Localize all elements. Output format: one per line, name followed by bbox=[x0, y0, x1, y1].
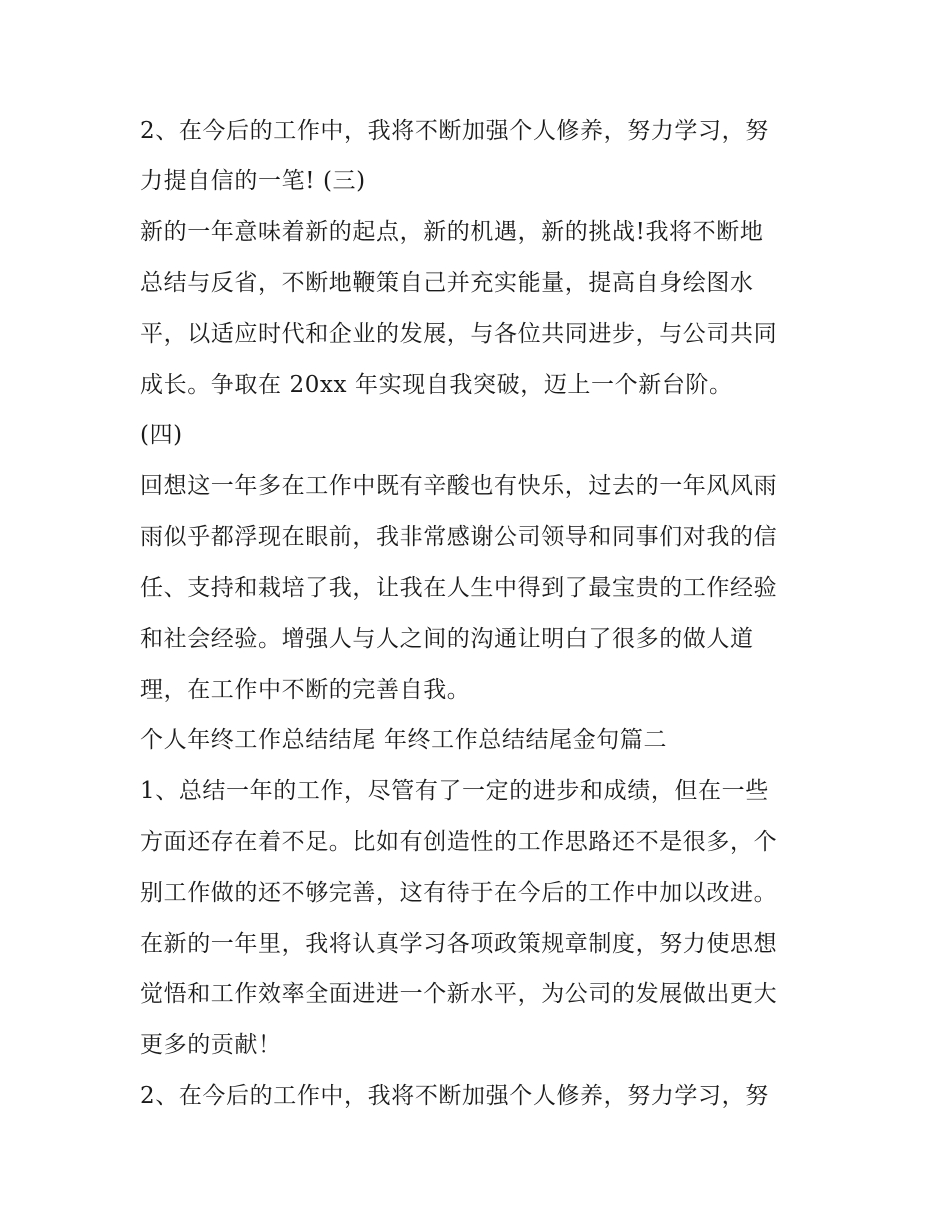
text-line: 总结与反省，不断地鞭策自己并充实能量，提高自身绘图水 bbox=[140, 270, 754, 296]
text-line: 方面还存在着不足。比如有创造性的工作思路还不是很多，个 bbox=[140, 829, 778, 855]
text-line: 更多的贡献！ bbox=[140, 1032, 282, 1058]
text-line: 回想这一年多在工作中既有辛酸也有快乐，过去的一年风风雨 bbox=[140, 473, 778, 499]
section-heading: 个人年终工作总结结尾 年终工作总结结尾金句篇二 bbox=[140, 727, 668, 753]
text-line: 1、总结一年的工作，尽管有了一定的进步和成绩，但在一些 bbox=[140, 778, 769, 804]
text-line: 任、支持和栽培了我，让我在人生中得到了最宝贵的工作经验 bbox=[140, 575, 778, 601]
text-line: 新的一年意味着新的起点，新的机遇，新的挑战!我将不断地 bbox=[140, 219, 764, 245]
text-line: 成长。争取在 20xx 年实现自我突破，迈上一个新台阶。 bbox=[140, 372, 733, 398]
text-line: 2、在今后的工作中，我将不断加强个人修养，努力学习，努 bbox=[140, 118, 769, 144]
text-line: 和社会经验。增强人与人之间的沟通让明白了很多的做人道 bbox=[140, 626, 754, 652]
text-line: 力提自信的一笔! (三) bbox=[140, 168, 366, 194]
text-line: 觉悟和工作效率全面进进一个新水平，为公司的发展做出更大 bbox=[140, 981, 778, 1007]
text-line: 理，在工作中不断的完善自我。 bbox=[140, 677, 471, 703]
text-line: 平，以适应时代和企业的发展，与各位共同进步，与公司共同 bbox=[140, 321, 778, 347]
text-line: (四) bbox=[140, 422, 183, 448]
text-line: 别工作做的还不够完善，这有待于在今后的工作中加以改进。 bbox=[140, 880, 778, 906]
text-line: 2、在今后的工作中，我将不断加强个人修养，努力学习，努 bbox=[140, 1083, 769, 1109]
text-line: 在新的一年里，我将认真学习各项政策规章制度，努力使思想 bbox=[140, 931, 778, 957]
text-line: 雨似乎都浮现在眼前，我非常感谢公司领导和同事们对我的信 bbox=[140, 524, 778, 550]
